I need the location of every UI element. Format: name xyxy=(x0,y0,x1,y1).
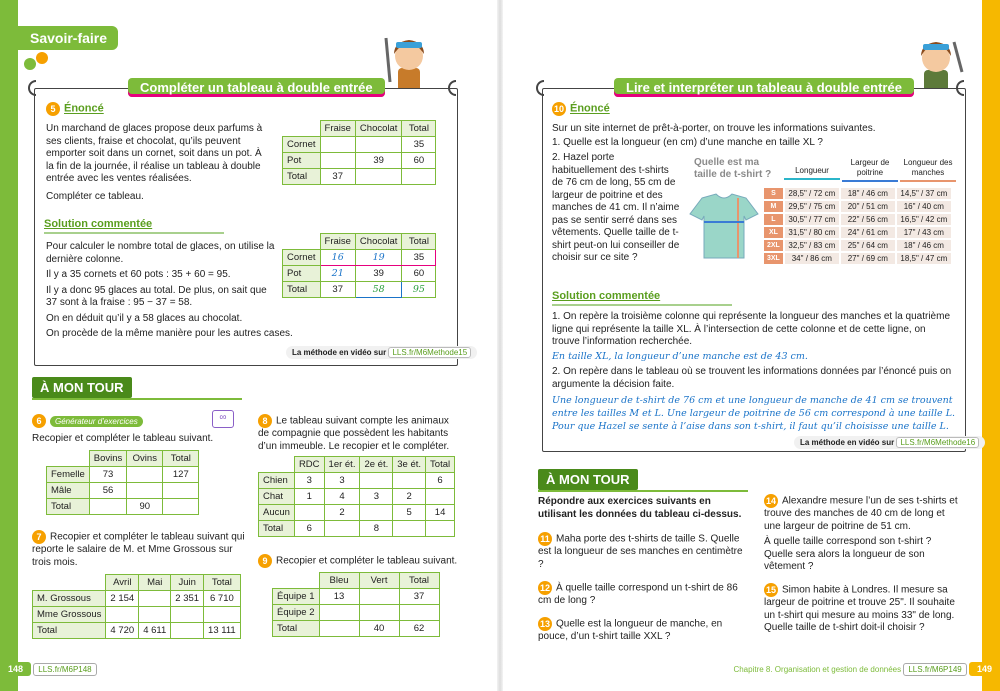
card-title: Lire et interpréter un tableau à double entrée xyxy=(614,78,914,97)
tshirt-icon xyxy=(688,192,760,262)
table-cell: 1 xyxy=(294,489,324,505)
table-row xyxy=(259,489,455,505)
row-header: Équipe 2 xyxy=(273,605,320,621)
table-cell: 37 xyxy=(320,282,355,298)
row-header: Pot xyxy=(283,153,321,169)
table-row xyxy=(273,605,440,621)
col-header-sleeve: Longueur des manches xyxy=(900,158,956,182)
infinity-icon[interactable]: ∞ xyxy=(212,410,234,428)
table-cell: 5 xyxy=(393,505,426,521)
exercise-12: 12 À quelle taille correspond un t-shirt de 86 cm de long ? xyxy=(538,582,738,607)
size-value: 20" / 51 cm xyxy=(841,201,895,212)
table-row xyxy=(47,483,199,499)
table-row xyxy=(273,589,440,605)
exercise-14: 14 Alexandre mesure l’un de ses t-shirts et trouve des manches de 40 cm de long et une largeur de poitrine de 51 cm. À quelle taille correspond son t-shirt ? Quelle sera alors la longueur de son vêtement ? xyxy=(764,495,958,573)
solution-2: 2. On repère dans le tableau où se trouvent les informations données par l’énoncé puis on argumente la décision faite. xyxy=(552,366,952,390)
table-cell xyxy=(359,589,399,605)
binder-ring xyxy=(28,80,36,96)
table-row xyxy=(283,153,436,169)
table-row xyxy=(33,623,241,639)
column-header: Total xyxy=(163,451,199,467)
table-cell: 73 xyxy=(89,467,127,483)
size-value: 24" / 61 cm xyxy=(841,227,895,238)
size-value: 31,5" / 80 cm xyxy=(785,227,839,238)
size-row xyxy=(764,227,951,238)
table-cell xyxy=(360,505,393,521)
table-row xyxy=(47,499,199,515)
table-cell xyxy=(139,607,171,623)
footer-left: 148 LLS.fr/M6P148 xyxy=(0,664,97,674)
table-cell xyxy=(359,605,399,621)
table-cell: 4 611 xyxy=(139,623,171,639)
solution-text: Pour calculer le nombre total de glaces, on utilise la dernière colonne. Il y a 35 cornets et 60 pots : 35 + 60 = 95. Il y a donc 95 glaces au total. De plus, on sait que 37 sont à la fraise : 95 − 37 = 58. On en déduit qu’il y a 58 glaces au chocolat. On procède de la même manière pour les autres cases. xyxy=(46,241,293,339)
size-value: 22" / 56 cm xyxy=(841,214,895,225)
size-value: 34" / 86 cm xyxy=(785,253,839,264)
column-header: Total xyxy=(399,573,439,589)
size-value: 29,5" / 75 cm xyxy=(785,201,839,212)
table-header-row xyxy=(283,234,436,250)
table-cell: 37 xyxy=(399,589,439,605)
table-cell: 90 xyxy=(127,499,163,515)
table-cell: 2 xyxy=(324,505,360,521)
video-link[interactable]: La méthode en vidéo sur LLS.fr/M6Methode16 xyxy=(794,436,985,449)
column-header: Bleu xyxy=(319,573,359,589)
table-row xyxy=(283,250,436,266)
row-header: Total xyxy=(283,169,321,185)
exercise-6-heading: 6 Générateur d’exercices xyxy=(32,414,143,428)
column-header: Vert xyxy=(359,573,399,589)
size-value: 17" / 43 cm xyxy=(897,227,951,238)
column-header: Chocolat xyxy=(355,121,402,137)
column-header: Ovins xyxy=(127,451,163,467)
table-header-row xyxy=(283,121,436,137)
column-header: Total xyxy=(402,234,436,250)
table-cell xyxy=(319,621,359,637)
size-table xyxy=(762,186,953,266)
table-row xyxy=(33,607,241,623)
table-cell xyxy=(324,521,360,537)
column-header: Total xyxy=(204,575,241,591)
exercise-15: 15 Simon habite à Londres. Il mesure sa largeur de poitrine et trouve 25". Il souhaite un t-shirt qui mesure au moins 33" de long. Quelle taille de t-shirt doit-il choisir ? xyxy=(764,584,955,634)
table-cell: 62 xyxy=(399,621,439,637)
deco-dot xyxy=(24,58,36,70)
size-value: 18" / 46 cm xyxy=(841,188,895,199)
table-cell xyxy=(163,483,199,499)
table-cell xyxy=(163,499,199,515)
row-header: Équipe 1 xyxy=(273,589,320,605)
table-cell: 21 xyxy=(320,266,355,282)
table-row xyxy=(259,521,455,537)
table-row xyxy=(33,591,241,607)
column-header: Avril xyxy=(106,575,139,591)
exercise-13: 13 Quelle est la longueur de manche, en pouce, d’un t-shirt taille XXL ? xyxy=(538,618,723,643)
table-cell: 37 xyxy=(320,169,355,185)
size-value: 18,5" / 47 cm xyxy=(897,253,951,264)
table-header-row xyxy=(259,457,455,473)
enonce-heading: 5 Énoncé xyxy=(46,102,104,116)
size-label: 3XL xyxy=(764,253,783,264)
size-label: S xyxy=(764,188,783,199)
data-table xyxy=(282,120,436,185)
size-row xyxy=(764,201,951,212)
data-table xyxy=(258,456,455,537)
table-cell xyxy=(89,499,127,515)
table-cell xyxy=(360,473,393,489)
row-header: Cornet xyxy=(283,137,321,153)
page-link[interactable]: LLS.fr/M6P149 xyxy=(903,663,966,676)
row-header: Chat xyxy=(259,489,295,505)
table-cell: 60 xyxy=(402,153,436,169)
table-row xyxy=(283,169,436,185)
table-cell: 127 xyxy=(163,467,199,483)
right-margin-strip xyxy=(982,0,1000,691)
table-cell: 13 xyxy=(319,589,359,605)
table-cell xyxy=(106,607,139,623)
size-row xyxy=(764,240,951,251)
exercise-number: 5 xyxy=(46,102,60,116)
table-cell xyxy=(171,607,204,623)
size-value: 18" / 46 cm xyxy=(897,240,951,251)
table-row xyxy=(259,505,455,521)
column-header: Total xyxy=(402,121,436,137)
table-cell: 4 720 xyxy=(106,623,139,639)
size-value: 28,5" / 72 cm xyxy=(785,188,839,199)
row-header: Total xyxy=(283,282,321,298)
amt-instructions: Répondre aux exercices suivants en utilisant les données du tableau ci-dessus. xyxy=(538,496,742,520)
section-banner: Savoir-faire xyxy=(18,26,118,50)
table-cell: 3 xyxy=(360,489,393,505)
table-row xyxy=(273,621,440,637)
table-row xyxy=(259,473,455,489)
data-table xyxy=(272,572,440,637)
row-header: M. Grossous xyxy=(33,591,106,607)
a-mon-tour-heading: À MON TOUR xyxy=(32,380,132,395)
row-header: Aucun xyxy=(259,505,295,521)
table-header-row xyxy=(273,573,440,589)
size-value: 27" / 69 cm xyxy=(841,253,895,264)
size-value: 25" / 64 cm xyxy=(841,240,895,251)
table-header-row xyxy=(33,575,241,591)
table-cell: 19 xyxy=(355,250,402,266)
size-chart-title: Quelle est ma taille de t-shirt ? xyxy=(694,157,772,180)
table-cell xyxy=(139,591,171,607)
size-row xyxy=(764,253,951,264)
footer-right: Chapitre 8. Organisation et gestion de données LLS.fr/M6P149 149 xyxy=(733,664,1000,674)
column-header: Mai xyxy=(139,575,171,591)
table-cell xyxy=(171,623,204,639)
table-cell: 16 xyxy=(320,250,355,266)
size-value: 16,5" / 42 cm xyxy=(897,214,951,225)
size-label: M xyxy=(764,201,783,212)
a-mon-tour-heading: À MON TOUR xyxy=(538,472,638,487)
table-cell xyxy=(402,169,436,185)
size-label: 2XL xyxy=(764,240,783,251)
column-header: 1er ét. xyxy=(324,457,360,473)
table-cell xyxy=(399,605,439,621)
column-header: Total xyxy=(426,457,455,473)
table-row xyxy=(283,282,436,298)
table-cell: 39 xyxy=(355,153,402,169)
enonce-heading: 10 Énoncé xyxy=(553,102,610,115)
handwritten-answer-2: Une longueur de t-shirt de 76 cm et une longueur de manche de 41 cm se trouvent entre les tailles M et L. Une largeur de poitrine de 56 cm correspond à une taille L. Pour que Hazel se sente à l’aise dans son t-shirt, il faut qu’il choisisse une taille L. xyxy=(552,395,956,432)
table-cell: 6 xyxy=(294,521,324,537)
size-value: 32,5" / 83 cm xyxy=(785,240,839,251)
table-cell: 95 xyxy=(402,282,436,298)
page-link[interactable]: LLS.fr/M6P148 xyxy=(33,663,96,676)
size-value: 14,5" / 37 cm xyxy=(897,188,951,199)
table-cell: 60 xyxy=(402,266,436,282)
table-row xyxy=(47,467,199,483)
table-cell xyxy=(294,505,324,521)
column-header: Bovins xyxy=(89,451,127,467)
size-value: 30,5" / 77 cm xyxy=(785,214,839,225)
table-cell: 56 xyxy=(89,483,127,499)
table-cell: 58 xyxy=(355,282,402,298)
row-header: Mâle xyxy=(47,483,90,499)
table-header-row xyxy=(47,451,199,467)
size-row xyxy=(764,214,951,225)
row-header: Total xyxy=(273,621,320,637)
table-cell: 13 111 xyxy=(204,623,241,639)
data-table xyxy=(46,450,199,515)
exercise-8-text: 8 Le tableau suivant compte les animaux de compagnie que possèdent les habitants d’un immeuble. Le recopier et le compléter. xyxy=(258,415,450,452)
table-cell: 39 xyxy=(355,266,402,282)
table-cell: 3 xyxy=(324,473,360,489)
intro-text: Sur un site internet de prêt-à-porter, on trouve les informations suivantes. xyxy=(552,123,876,134)
column-header: Fraise xyxy=(320,234,355,250)
enonce-question: Compléter ce tableau. xyxy=(46,191,144,202)
column-header: 3e ét. xyxy=(393,457,426,473)
video-link[interactable]: La méthode en vidéo sur LLS.fr/M6Methode15 xyxy=(286,346,477,359)
table-cell xyxy=(426,521,455,537)
generator-tag[interactable]: Générateur d’exercices xyxy=(50,416,143,427)
table-cell: 2 351 xyxy=(171,591,204,607)
solution-heading: Solution commentée xyxy=(552,290,732,306)
size-value: 16" / 40 cm xyxy=(897,201,951,212)
table-cell xyxy=(393,473,426,489)
table-cell xyxy=(393,521,426,537)
table-cell xyxy=(204,607,241,623)
table-cell: 4 xyxy=(324,489,360,505)
row-header: Mme Grossous xyxy=(33,607,106,623)
row-header: Chien xyxy=(259,473,295,489)
table-row xyxy=(283,266,436,282)
column-header: Fraise xyxy=(320,121,355,137)
row-header: Total xyxy=(259,521,295,537)
binder-ring xyxy=(536,80,544,96)
handwritten-answer-1: En taille XL, la longueur d’une manche est de 43 cm. xyxy=(552,351,808,362)
table-cell: 2 xyxy=(393,489,426,505)
solution-1: 1. On repère la troisième colonne qui représente la longueur des manches et la quatrième ligne qui représente la taille XL. À l’intersection de cette colonne et de cette ligne, on trouve l’information recherchée. xyxy=(552,311,951,347)
table-cell: 8 xyxy=(360,521,393,537)
row-header: Total xyxy=(33,623,106,639)
table-cell xyxy=(127,483,163,499)
column-header: 2e ét. xyxy=(360,457,393,473)
exercise-6-text: Recopier et compléter le tableau suivant. xyxy=(32,433,214,444)
col-header-chest: Largeur de poitrine xyxy=(842,158,898,182)
table-cell xyxy=(127,467,163,483)
solution-heading: Solution commentée xyxy=(44,218,224,234)
table-cell: 35 xyxy=(402,250,436,266)
table-row xyxy=(283,137,436,153)
table-cell xyxy=(355,137,402,153)
exercise-11: 11 Maha porte des t-shirts de taille S. Quelle est la longueur de ses manches en centimètre ? xyxy=(538,533,743,570)
col-header-length: Longueur xyxy=(784,166,840,180)
table-cell xyxy=(355,169,402,185)
column-header: Juin xyxy=(171,575,204,591)
question-2: 2. Hazel porte habituellement des t-shirts de 76 cm de long, 55 cm de largeur de poitrine et des manches de 41 cm. Il n’aime pas se sentir serré dans ses vêtements. Quelle taille de t-shirt peut-on lui conseiller de choisir sur ce site ? xyxy=(552,152,680,263)
data-table xyxy=(282,233,436,298)
table-cell xyxy=(426,489,455,505)
left-margin-strip xyxy=(0,0,18,691)
enonce-text: Un marchand de glaces propose deux parfums à ses clients, fraise et chocolat, qu’ils peuvent emporter soit dans un cornet, soit dans un pot. À la fin de la journée, il réalise un tableau à double entrée avec les ventes réalisées. xyxy=(46,123,263,184)
question-1: 1. Quelle est la longueur (en cm) d’une manche en taille XL ? xyxy=(552,137,823,148)
table-cell xyxy=(320,153,355,169)
row-header: Total xyxy=(47,499,90,515)
column-header: Chocolat xyxy=(355,234,402,250)
row-header: Pot xyxy=(283,266,321,282)
page-fold xyxy=(497,0,503,691)
row-header: Cornet xyxy=(283,250,321,266)
table-cell: 40 xyxy=(359,621,399,637)
table-cell: 14 xyxy=(426,505,455,521)
table-cell xyxy=(320,137,355,153)
table-cell: 6 710 xyxy=(204,591,241,607)
size-label: XL xyxy=(764,227,783,238)
size-label: L xyxy=(764,214,783,225)
table-cell: 2 154 xyxy=(106,591,139,607)
table-cell: 6 xyxy=(426,473,455,489)
table-cell xyxy=(319,605,359,621)
table-cell: 3 xyxy=(294,473,324,489)
exercise-7-text: 7 Recopier et compléter le tableau suivant qui reporte le salaire de M. et Mme Grossous sur trois mois. xyxy=(32,531,245,568)
exercise-9-text: 9 Recopier et compléter le tableau suivant. xyxy=(258,554,457,568)
table-cell: 35 xyxy=(402,137,436,153)
size-row xyxy=(764,188,951,199)
row-header: Femelle xyxy=(47,467,90,483)
deco-dot xyxy=(36,52,48,64)
card-title: Compléter un tableau à double entrée xyxy=(128,78,385,97)
data-table xyxy=(32,574,241,639)
column-header: RDC xyxy=(294,457,324,473)
